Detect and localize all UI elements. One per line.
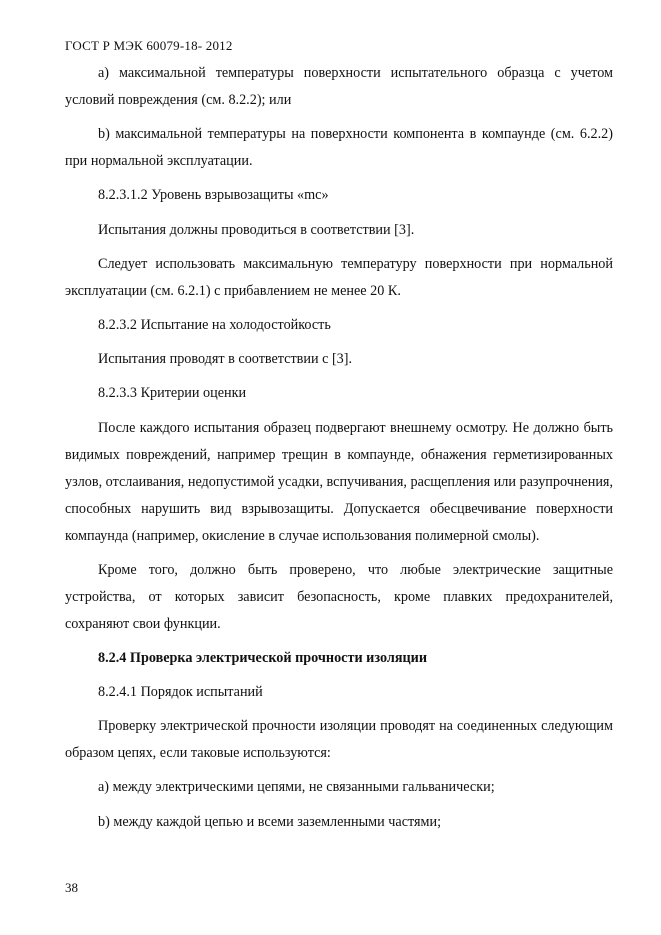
- paragraph-item-b-circuits: b) между каждой цепью и всеми заземленными частями;: [98, 813, 442, 830]
- paragraph-tests-reference: Испытания должны проводиться в соответствии [3].: [98, 221, 415, 238]
- paragraph-max-surface-temp: Следует использовать максимальную температуру поверхности при нормальной эксплуатации (см. 6.2.1) с прибавлением не менее 20 К.: [65, 255, 613, 299]
- paragraph-item-a-circuits: а) между электрическими цепями, не связанными гальванически;: [98, 779, 495, 796]
- paragraph-inspection-criteria: После каждого испытания образец подвергают внешнему осмотру. Не должно быть видимых повреждений, например трещин в компаунде, обнажения герметизированных узлов, отслаивания, недопустимой усадки, вспучивания, расщепления или разупрочнения, способных нарушить вид взрывозащиты. Допускается обесцвечивание поверхности компаунда (например, окисление в случае использования полимерной смолы).: [65, 419, 613, 544]
- paragraph-item-b-temperature: b) максимальной температуры на поверхности компонента в компаунде (см. 6.2.2) при нормальной эксплуатации.: [65, 126, 613, 170]
- document-code-header: ГОСТ Р МЭК 60079-18- 2012: [65, 38, 233, 53]
- document-body: [65, 60, 613, 843]
- paragraph-protective-devices: Кроме того, должно быть проверено, что любые электрические защитные устройства, от которых зависит безопасность, кроме плавких предохранителей, сохраняют свои функции.: [65, 561, 613, 632]
- section-heading-8-2-4: 8.2.4 Проверка электрической прочности изоляции: [98, 649, 428, 666]
- paragraph-cold-test-reference: Испытания проводят в соответствии с [3].: [98, 351, 353, 368]
- paragraph-item-a-temperature: а) максимальной температуры поверхности испытательного образца с учетом условий повреждения (см. 8.2.2); или: [65, 65, 613, 108]
- paragraph-insulation-test-circuits: Проверку электрической прочности изоляции проводят на соединенных следующим образом цепях, если таковые используются:: [65, 718, 613, 762]
- page-number: 38: [65, 880, 78, 895]
- section-heading-8-2-4-1: 8.2.4.1 Порядок испытаний: [98, 684, 263, 701]
- section-heading-8-2-3-3: 8.2.3.3 Критерии оценки: [98, 385, 247, 402]
- section-heading-8-2-3-1-2: 8.2.3.1.2 Уровень взрывозащиты «mc»: [98, 187, 329, 204]
- section-heading-8-2-3-2: 8.2.3.2 Испытание на холодостойкость: [98, 316, 331, 333]
